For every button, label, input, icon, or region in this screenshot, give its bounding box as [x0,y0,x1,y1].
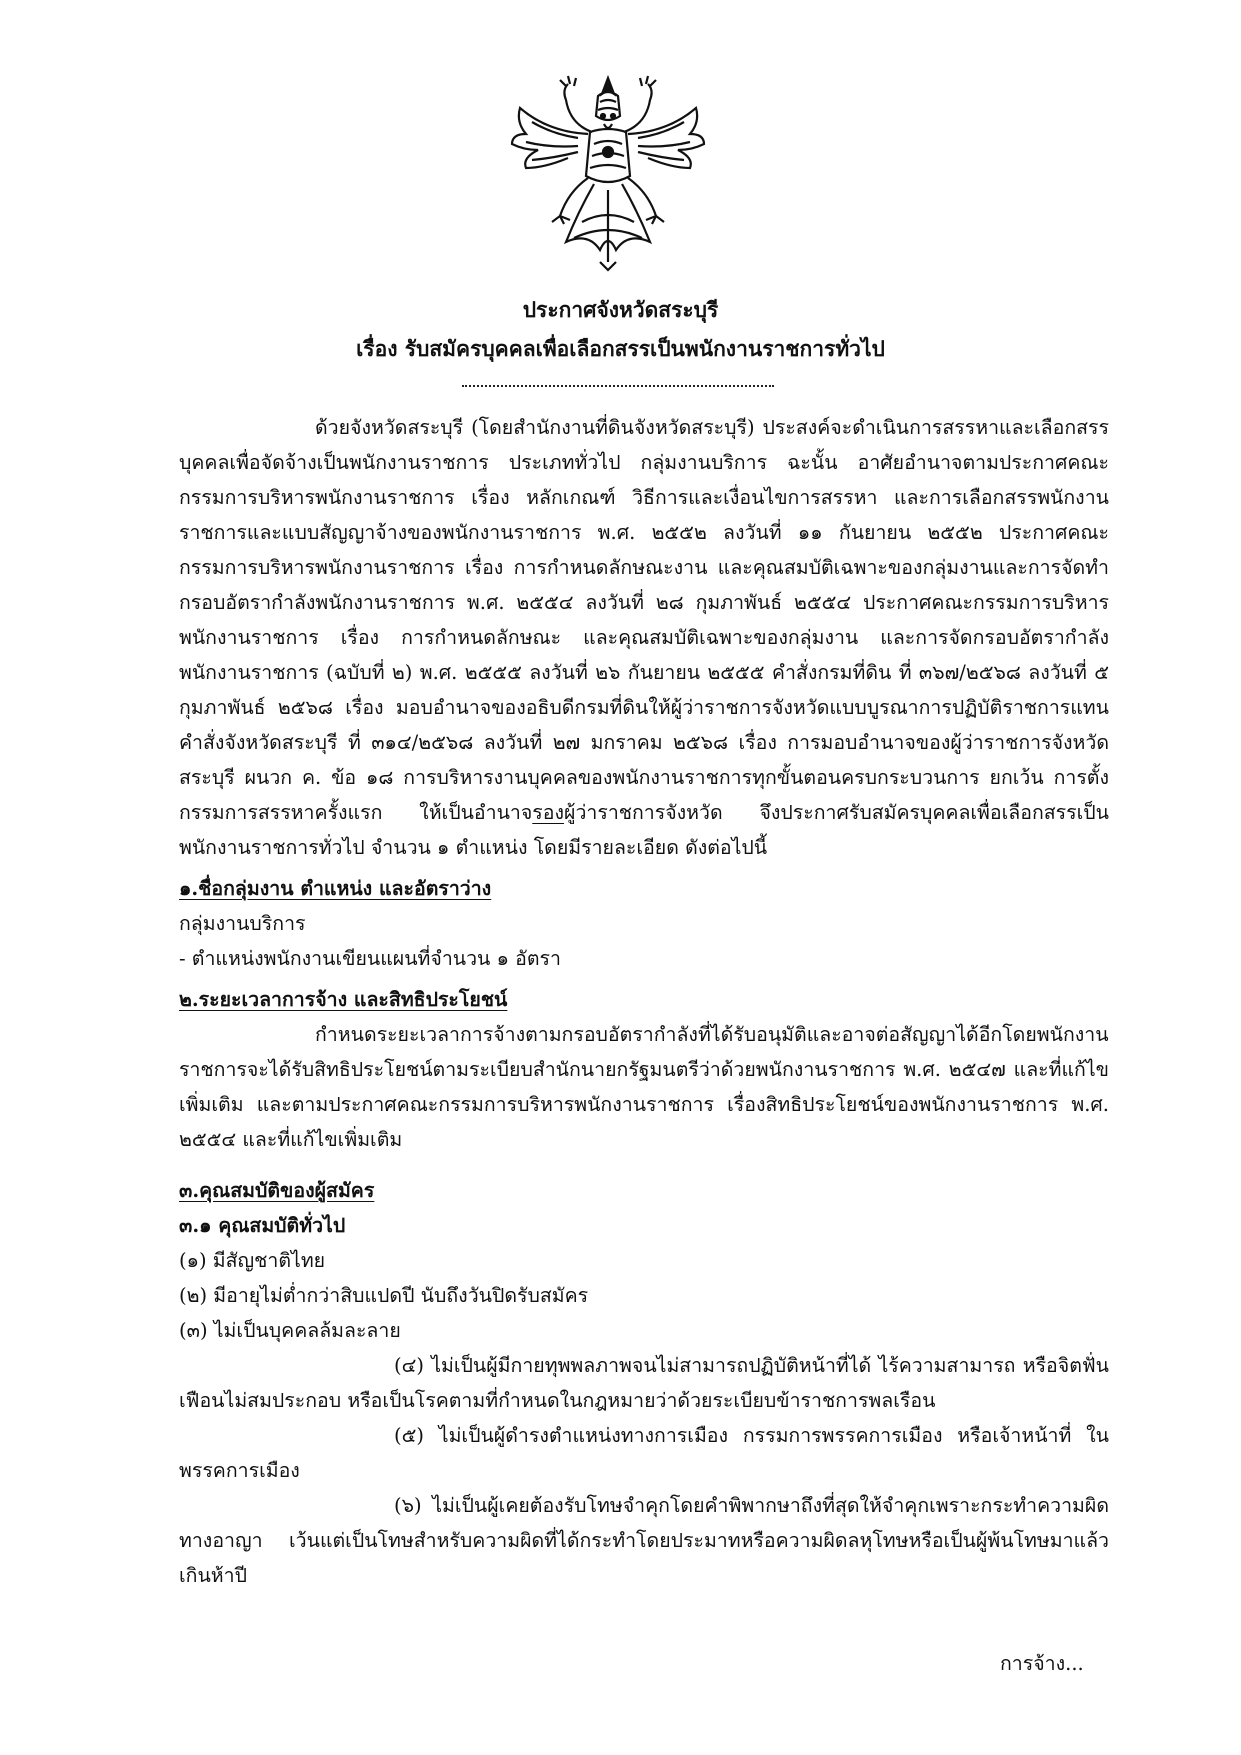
intro-tail-text: ผู้ว่าราชการจังหวัด จึงประกาศรับสมัครบุคคลเพื่อเลือกสรรเป็นพนักงานราชการทั่วไป จำนวน ๑ ตำแหน่ง โดยมีรายละเอียด ดังต่อไปนี้ [179,801,1109,859]
qualification-item: (๓) ไม่เป็นบุคคลล้มละลาย [179,1319,401,1342]
garuda-emblem-icon [508,72,708,272]
dotted-divider [462,385,774,387]
intro-text: ด้วยจังหวัดสระบุรี (โดยสำนักงานที่ดินจังหวัดสระบุรี) ประสงค์จะดำเนินการสรรหาและเลือกสรรบุคคลเพื่อจัดจ้างเป็นพนักงานราชการ ประเภททั่วไป กลุ่มงานบริการ ฉะนั้น อาศัยอำนาจตามประกาศคณะกรรมการบริหารพนักงานราชการ เรื่อง หลักเกณฑ์ วิธีการและเงื่อนไขการสรรหา และการเลือกสรรพนักงานราชการและแบบสัญญาจ้างของพนักงานราชการ พ.ศ. ๒๕๕๒ ลงวันที่ ๑๑ กันยายน ๒๕๕๒ ประกาศคณะกรรมการบริหารพนักงานราชการ เรื่อง การกำหนดลักษณะงาน และคุณสมบัติเฉพาะของกลุ่มงานและการจัดทำกรอบอัตรากำลังพนักงานราชการ พ.ศ. ๒๕๕๔ ลงวันที่ ๒๘ กุมภาพันธ์ ๒๕๕๔ ประกาศคณะกรรมการบริหารพนักงานราชการ เรื่อง การกำหนดลักษณะ และคุณสมบัติเฉพาะของกลุ่มงาน และการจัดกรอบอัตรากำลังพนักงานราชการ (ฉบับที่ ๒) พ.ศ. ๒๕๕๕ ลงวันที่ ๒๖ กันยายน ๒๕๕๕ คำสั่งกรมที่ดิน ที่ ๓๖๗/๒๕๖๘ ลงวันที่ ๕ กุมภาพันธ์ ๒๕๖๘ เรื่อง มอบอำนาจของอธิบดีกรมที่ดินให้ผู้ว่าราชการจังหวัดแบบบูรณาการปฏิบัติราชการแทน คำสั่งจังหวัดสระบุรี ที่ ๓๑๔/๒๕๖๘ ลงวันที่ ๒๗ มกราคม ๒๕๖๘ เรื่อง การมอบอำนาจของผู้ว่าราชการจังหวัดสระบุรี ผนวก ค. ข้อ ๑๘ การบริหารงานบุคคลของพนักงานราชการทุกขั้นตอนครบกระบวนการ ยกเว้น การตั้งกรรมการสรรหาครั้งแรก ให้เป็นอำนาจ [179,416,1109,824]
section1-position: - ตำแหน่งพนักงานเขียนแผนที่จำนวน ๑ อัตรา [179,947,561,970]
document-body [179,410,1109,1593]
qualification-item: (๒) มีอายุไม่ต่ำกว่าสิบแปดปี นับถึงวันปิดรับสมัคร [179,1284,589,1307]
section1-group: กลุ่มงานบริการ [179,912,306,935]
section2-paragraph: กำหนดระยะเวลาการจ้างตามกรอบอัตรากำลังที่ได้รับอนุมัติและอาจต่อสัญญาได้อีกโดยพนักงานราชการจะได้รับสิทธิประโยชน์ตามระเบียบสำนักนายกรัฐมนตรีว่าด้วยพนักงานราชการ พ.ศ. ๒๕๔๗ และที่แก้ไขเพิ่มเติม และตามประกาศคณะกรรมการบริหารพนักงานราชการ เรื่องสิทธิประโยชน์ของพนักงานราชการ พ.ศ. ๒๕๕๔ และที่แก้ไขเพิ่มเติม [179,1023,1109,1151]
document-title: ประกาศจังหวัดสระบุรี [522,297,719,322]
qualification-item: (๖) ไม่เป็นผู้เคยต้องรับโทษจำคุกโดยคำพิพากษาถึงที่สุดให้จำคุกเพราะกระทำความผิดทางอาญา เว้นแต่เป็นโทษสำหรับความผิดที่ได้กระทำโดยประมาทหรือความผิดลหุโทษหรือเป็นผู้พ้นโทษมาแล้วเกินห้าปี [179,1494,1109,1587]
continuation-text: การจ้าง... [1000,1652,1084,1675]
qualification-item: (๑) มีสัญชาติไทย [179,1249,326,1272]
section2-heading: ๒.ระยะเวลาการจ้าง และสิทธิประโยชน์ [179,988,508,1011]
section3-subheading: ๓.๑ คุณสมบัติทั่วไป [179,1214,346,1237]
section1-heading: ๑.ชื่อกลุ่มงาน ตำแหน่ง และอัตราว่าง [179,877,492,900]
intro-paragraph [179,410,1109,865]
document-subject: เรื่อง รับสมัครบุคคลเพื่อเลือกสรรเป็นพนักงานราชการทั่วไป [356,336,885,361]
qualification-item: (๔) ไม่เป็นผู้มีกายทุพพลภาพจนไม่สามารถปฏิบัติหน้าที่ได้ ไร้ความสามารถ หรือจิตฟั่นเฟือนไม่สมประกอบ หรือเป็นโรคตามที่กำหนดในกฎหมายว่าด้วยระเบียบข้าราชการพลเรือน [179,1354,1109,1412]
intro-underlined-text: รอง [532,801,565,824]
qualification-item: (๕) ไม่เป็นผู้ดำรงตำแหน่งทางการเมือง กรรมการพรรคการเมือง หรือเจ้าหน้าที่ ในพรรคการเมือง [179,1424,1109,1482]
section3-heading: ๓.คุณสมบัติของผู้สมัคร [179,1179,375,1202]
